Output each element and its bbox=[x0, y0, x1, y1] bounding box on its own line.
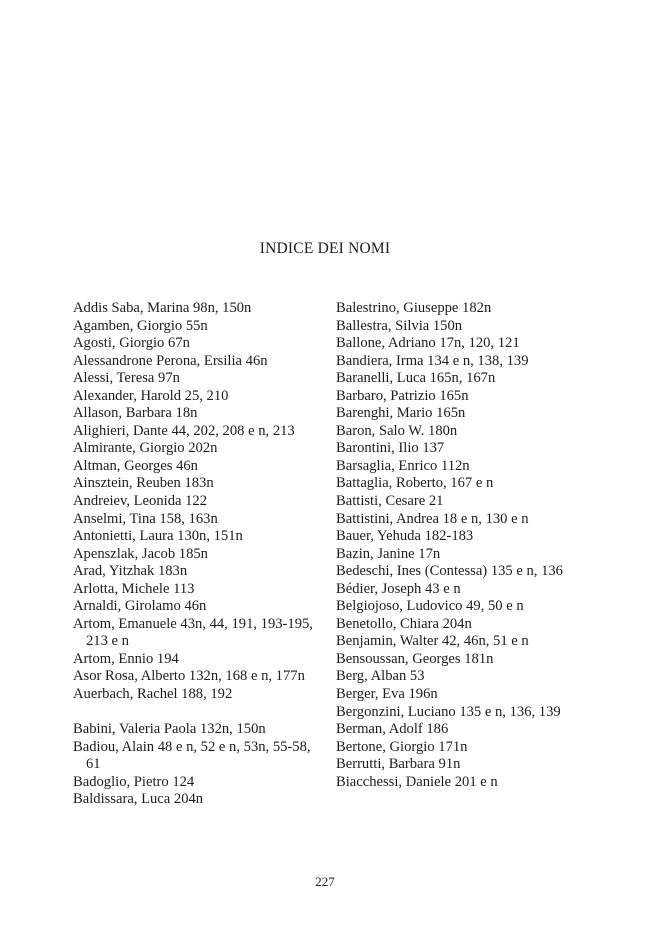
index-entry: Bazin, Janine 17n bbox=[336, 545, 441, 562]
index-entry: Arnaldi, Girolamo 46n bbox=[73, 598, 207, 615]
index-entry: Bauer, Yehuda 182-183 bbox=[336, 528, 474, 545]
index-entry: Andreiev, Leonida 122 bbox=[73, 493, 208, 510]
index-entry: Belgiojoso, Ludovico 49, 50 e n bbox=[336, 598, 524, 615]
index-entry: Bedeschi, Ines (Contessa) 135 e n, 136 bbox=[336, 563, 563, 580]
group-gap bbox=[73, 704, 323, 722]
index-entry: Bensoussan, Georges 181n bbox=[336, 650, 494, 667]
index-entry: Berger, Eva 196n bbox=[336, 686, 438, 703]
index-entry: Ballone, Adriano 17n, 120, 121 bbox=[336, 335, 520, 352]
index-entry: Addis Saba, Marina 98n, 150n bbox=[73, 300, 252, 316]
index-entry: Arad, Yitzhak 183n bbox=[73, 563, 188, 580]
index-entry: Agosti, Giorgio 67n bbox=[73, 335, 190, 352]
index-entry: Benetollo, Chiara 204n bbox=[336, 615, 472, 632]
right-column bbox=[336, 300, 576, 791]
index-entry: Battistini, Andrea 18 e n, 130 e n bbox=[336, 510, 529, 527]
index-entry: Barbaro, Patrizio 165n bbox=[336, 387, 469, 404]
index-entry: Berman, Adolf 186 bbox=[336, 721, 449, 738]
index-entry: Barenghi, Mario 165n bbox=[336, 405, 466, 422]
index-entry: Bergonzini, Luciano 135 e n, 136, 139 bbox=[336, 703, 561, 720]
index-entry: Agamben, Giorgio 55n bbox=[73, 317, 208, 334]
index-entry: Alighieri, Dante 44, 202, 208 e n, 213 bbox=[73, 422, 295, 439]
index-entry: Bertone, Giorgio 171n bbox=[336, 738, 468, 755]
index-entry: Ainsztein, Reuben 183n bbox=[73, 475, 214, 492]
index-entry: Battisti, Cesare 21 bbox=[336, 493, 444, 510]
left-entries-group-b bbox=[73, 721, 323, 809]
index-entry: Altman, Georges 46n bbox=[73, 457, 198, 474]
index-entry: Berg, Alban 53 bbox=[336, 668, 425, 685]
index-entry: Baranelli, Luca 165n, 167n bbox=[336, 370, 496, 387]
index-entry: Alessandrone Perona, Ersilia 46n bbox=[73, 352, 268, 369]
index-entry: Alexander, Harold 25, 210 bbox=[73, 387, 229, 404]
index-entry: Benjamin, Walter 42, 46n, 51 e n bbox=[336, 633, 529, 650]
index-entry: Auerbach, Rachel 188, 192 bbox=[73, 686, 233, 703]
index-entry: Barontini, Ilio 137 bbox=[336, 440, 445, 457]
index-entry: Baron, Salo W. 180n bbox=[336, 422, 458, 439]
index-entry: Bandiera, Irma 134 e n, 138, 139 bbox=[336, 352, 529, 369]
index-entry: Bédier, Joseph 43 e n bbox=[336, 580, 461, 597]
left-entries-group-a bbox=[73, 300, 323, 704]
index-entry: Apenszlak, Jacob 185n bbox=[73, 545, 208, 562]
index-entry: Baldissara, Luca 204n bbox=[73, 791, 204, 808]
index-title: INDICE DEI NOMI bbox=[259, 240, 391, 257]
index-entry: Artom, Ennio 194 bbox=[73, 650, 179, 667]
index-entry: Barsaglia, Enrico 112n bbox=[336, 457, 470, 474]
index-entry: Alessi, Teresa 97n bbox=[73, 370, 180, 387]
page-number: 227 bbox=[315, 874, 335, 889]
index-entry: Anselmi, Tina 158, 163n bbox=[73, 510, 218, 527]
index-entry: Badoglio, Pietro 124 bbox=[73, 773, 195, 790]
index-entry: Asor Rosa, Alberto 132n, 168 e n, 177n bbox=[73, 668, 305, 685]
index-entry: Ballestra, Silvia 150n bbox=[336, 317, 463, 334]
index-entry: Badiou, Alain 48 e n, 52 e n, 53n, 55-58, 61 bbox=[73, 738, 311, 773]
index-entry: Almirante, Giorgio 202n bbox=[73, 440, 218, 457]
index-entry: Allason, Barbara 18n bbox=[73, 405, 198, 422]
right-entries bbox=[336, 300, 576, 791]
index-entry: Arlotta, Michele 113 bbox=[73, 580, 195, 597]
index-entry: Babini, Valeria Paola 132n, 150n bbox=[73, 721, 266, 738]
index-entry: Biacchessi, Daniele 201 e n bbox=[336, 773, 498, 790]
index-entry: Berrutti, Barbara 91n bbox=[336, 756, 461, 773]
index-entry: Battaglia, Roberto, 167 e n bbox=[336, 475, 494, 492]
index-entry: Balestrino, Giuseppe 182n bbox=[336, 300, 492, 316]
index-entry: Antonietti, Laura 130n, 151n bbox=[73, 528, 243, 545]
index-entry: Artom, Emanuele 43n, 44, 191, 193-195, 213 e n bbox=[73, 615, 313, 650]
left-column bbox=[73, 300, 323, 809]
